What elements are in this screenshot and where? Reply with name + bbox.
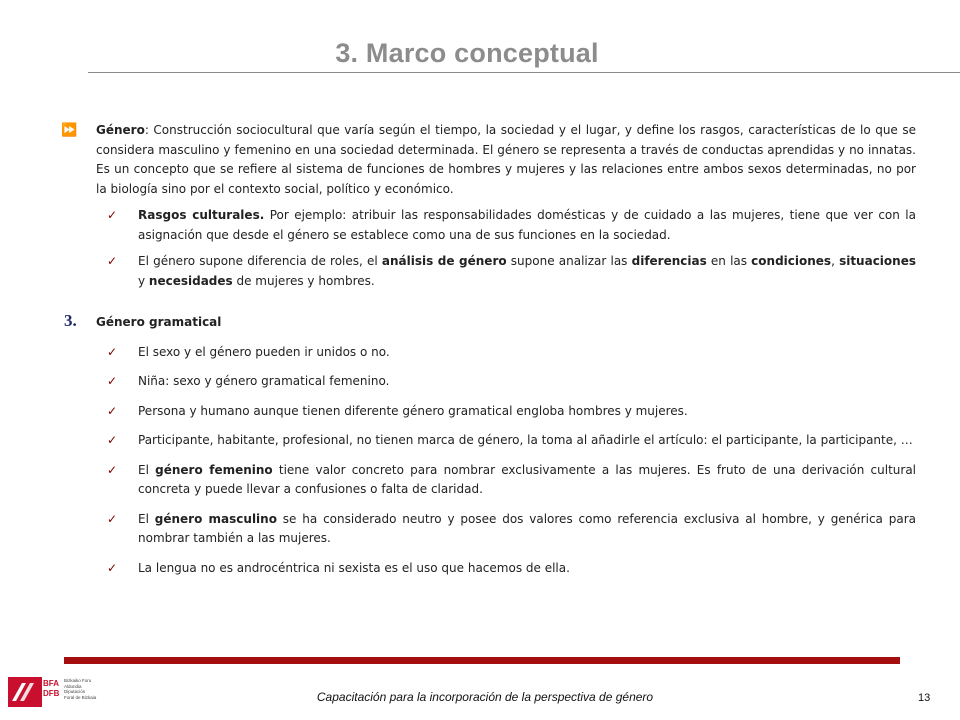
emphasis-text: situaciones xyxy=(839,254,916,268)
item-text: El xyxy=(138,511,155,526)
definition-text xyxy=(96,121,916,199)
checkmark-icon: ✓ xyxy=(107,374,118,388)
checkmark-icon: ✓ xyxy=(107,560,118,575)
item-text: y xyxy=(138,273,149,288)
item-text: , xyxy=(831,254,840,268)
emphasis-text: análisis de género xyxy=(381,254,507,268)
checkmark-icon: ✓ xyxy=(107,403,118,418)
page-number: 13 xyxy=(918,692,931,704)
section-heading xyxy=(64,311,916,333)
grammatical-gender-section xyxy=(64,311,917,578)
item-text: en las xyxy=(706,254,752,268)
item-text: se ha considerado neutro y posee dos valores como referencia exclusiva al hombre, y genérica para nombrar también a las mujeres. xyxy=(138,511,916,545)
item-text: Persona y humano aunque tienen diferente género gramatical engloba hombres y mujeres. xyxy=(138,403,688,418)
emphasis-text: condiciones xyxy=(751,254,832,268)
checkmark-icon: ✓ xyxy=(107,208,118,222)
item-text: La lengua no es androcéntrica ni sexista es el uso que hacemos de ella. xyxy=(138,560,570,575)
item-text: de mujeres y hombres. xyxy=(232,273,375,288)
item-text: El xyxy=(138,462,156,477)
definition-body: : Construcción sociocultural que varía según el tiempo, la sociedad y el lugar, y define los rasgos, características de lo que se considera masculino y femenino en una sociedad determinada. El género se representa a través de conductas aprendidas y no innatas. Es un concepto que se refiere al sistema de funciones de hombres y mujeres y las relaciones entre ambos sexos determinadas, no por la biología sino por el contexto social, político y económico. xyxy=(96,123,916,196)
item-text: supone analizar las xyxy=(506,254,632,268)
list-item xyxy=(96,372,916,392)
footer-accent-bar xyxy=(64,657,900,664)
item-text: Por ejemplo: atribuir las responsabilidades domésticas y de cuidado a las mujeres, tiene que ver con la asignación que desde el género se establece como una de sus funciones en la sociedad. xyxy=(138,208,916,242)
checkmark-icon: ✓ xyxy=(107,462,118,477)
fast-forward-icon: ⏩ xyxy=(61,123,75,138)
section-heading-text: Género gramatical xyxy=(96,315,222,329)
definition-paragraph xyxy=(61,121,916,199)
list-item xyxy=(96,402,916,422)
definition-points xyxy=(96,206,916,291)
item-text: El sexo y el género pueden ir unidos o no. xyxy=(138,344,390,359)
footer-caption: Capacitación para la incorporación de la perspectiva de género xyxy=(316,690,654,704)
grammatical-gender-points xyxy=(96,343,916,579)
list-item xyxy=(96,431,916,451)
emphasis-text: diferencias xyxy=(631,254,707,268)
item-text: tiene valor concreto para nombrar exclusivamente a las mujeres. Es fruto de una derivación cultural concreta y puede llevar a confusiones o falta de claridad. xyxy=(138,462,917,496)
list-item xyxy=(96,206,916,245)
checkmark-icon: ✓ xyxy=(107,254,118,268)
emphasis-text: necesidades xyxy=(148,273,233,288)
logo-sub-line: Bizkaiko Foru xyxy=(64,678,92,683)
list-item xyxy=(96,510,916,549)
item-text: Participante, habitante, profesional, no tienen marca de género, la toma al añadirle el artículo: el participante, la participante, … xyxy=(138,433,913,447)
list-item xyxy=(96,559,916,579)
checkmark-icon: ✓ xyxy=(107,511,118,526)
slide-title: 3. Marco conceptual xyxy=(335,38,599,68)
definition-term: Género xyxy=(96,123,145,137)
logo-line: DFB xyxy=(43,689,60,698)
logo-sub-line: Foral de Bizkaia xyxy=(64,694,97,700)
checkmark-icon: ✓ xyxy=(107,344,118,359)
logo-line: BFA xyxy=(43,679,59,688)
list-item xyxy=(96,252,916,291)
item-text: El género supone diferencia de roles, el xyxy=(138,254,382,268)
list-item xyxy=(96,461,916,500)
checkmark-icon: ✓ xyxy=(107,433,118,447)
list-item xyxy=(96,343,916,363)
section-number: 3. xyxy=(64,311,77,330)
emphasis-text: género masculino xyxy=(154,511,277,526)
slide-content xyxy=(61,121,917,578)
item-text: Niña: sexo y género gramatical femenino. xyxy=(138,374,390,388)
title-divider xyxy=(88,72,960,73)
logo-sub-line: Aldundia xyxy=(64,683,82,689)
emphasis-text: género femenino xyxy=(155,462,273,477)
emphasis-text: Rasgos culturales. xyxy=(138,208,265,222)
logo-sub-line: Diputación xyxy=(64,689,86,694)
